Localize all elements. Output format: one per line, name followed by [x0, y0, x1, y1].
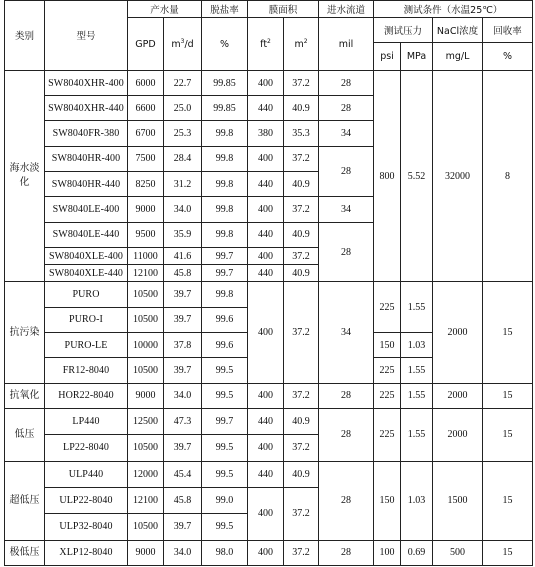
- mil-cell: 28: [319, 146, 374, 197]
- category-antioxidation: 抗氧化: [5, 383, 45, 408]
- m3d-cell: 39.7: [164, 307, 202, 332]
- unit-mil: mil: [319, 18, 374, 71]
- recovery-cell: 8: [483, 70, 533, 282]
- gpd-cell: 10500: [128, 435, 164, 461]
- table-row: [5, 383, 533, 408]
- m2-cell: 40.9: [284, 265, 319, 282]
- m3d-cell: 45.8: [164, 265, 202, 282]
- psi-cell: 800: [374, 70, 401, 282]
- model-cell: SW8040XHR-400: [45, 70, 128, 95]
- ft2-cell: 380: [248, 121, 284, 146]
- header-flow: 产水量: [128, 1, 202, 18]
- category-extreme-low-pressure: 极低压: [5, 540, 45, 565]
- header-nacl: NaCl浓度: [433, 18, 483, 42]
- rejection-cell: 99.7: [202, 265, 248, 282]
- rejection-cell: 99.8: [202, 197, 248, 222]
- mil-cell: 28: [319, 96, 374, 121]
- recovery-cell: 15: [483, 282, 533, 383]
- psi-cell: 225: [374, 358, 401, 383]
- psi-cell: 100: [374, 540, 401, 565]
- ft2-cell: 400: [248, 435, 284, 461]
- mil-cell: 34: [319, 121, 374, 146]
- header-row-1: [5, 1, 533, 18]
- header-rejection: 脱盐率: [202, 1, 248, 18]
- m2-cell: 40.9: [284, 461, 319, 487]
- unit-m3d: $m^3/d$: [164, 18, 202, 71]
- gpd-cell: 11000: [128, 248, 164, 265]
- ro-membrane-spec-table: [4, 0, 533, 566]
- nacl-cell: 2000: [433, 409, 483, 462]
- unit-rejection-pct: %: [202, 18, 248, 71]
- mil-cell: 28: [319, 461, 374, 540]
- gpd-cell: 9500: [128, 222, 164, 247]
- mil-cell: 34: [319, 282, 374, 383]
- model-cell: SW8040XLE-400: [45, 248, 128, 265]
- m3d-cell: 39.7: [164, 358, 202, 383]
- rejection-cell: 99.6: [202, 333, 248, 358]
- nacl-cell: 32000: [433, 70, 483, 282]
- psi-cell: 150: [374, 333, 401, 358]
- recovery-cell: 15: [483, 383, 533, 408]
- nacl-cell: 2000: [433, 282, 483, 383]
- m3d-cell: 25.0: [164, 96, 202, 121]
- m3d-cell: 39.7: [164, 435, 202, 461]
- header-recovery: 回收率: [483, 18, 533, 42]
- ft2-cell: 400: [248, 146, 284, 171]
- m3d-cell: 35.9: [164, 222, 202, 247]
- m3d-cell: 25.3: [164, 121, 202, 146]
- unit-gpd: GPD: [128, 18, 164, 71]
- model-cell: SW8040LE-440: [45, 222, 128, 247]
- rejection-cell: 99.6: [202, 307, 248, 332]
- model-cell: SW8040HR-440: [45, 172, 128, 197]
- model-cell: HOR22-8040: [45, 383, 128, 408]
- nacl-cell: 1500: [433, 461, 483, 540]
- m3d-cell: 34.0: [164, 540, 202, 565]
- rejection-cell: 99.5: [202, 383, 248, 408]
- gpd-cell: 9000: [128, 540, 164, 565]
- m2-cell: 40.9: [284, 222, 319, 247]
- rejection-cell: 99.8: [202, 172, 248, 197]
- unit-ft2: $ft^2$: [248, 18, 284, 71]
- table-row: [5, 282, 533, 307]
- mpa-cell: 1.55: [401, 383, 433, 408]
- recovery-cell: 15: [483, 540, 533, 565]
- model-cell: ULP440: [45, 461, 128, 487]
- psi-cell: 225: [374, 383, 401, 408]
- gpd-cell: 8250: [128, 172, 164, 197]
- gpd-cell: 12000: [128, 461, 164, 487]
- m3d-cell: 39.7: [164, 282, 202, 307]
- m3d-cell: 34.0: [164, 383, 202, 408]
- rejection-cell: 99.5: [202, 514, 248, 540]
- rejection-cell: 99.85: [202, 96, 248, 121]
- ft2-cell: 440: [248, 96, 284, 121]
- header-test-conditions: 测试条件（水温25℃）: [374, 1, 533, 18]
- m2-cell: 40.9: [284, 172, 319, 197]
- mpa-cell: 1.55: [401, 409, 433, 462]
- psi-cell: 225: [374, 409, 401, 462]
- model-cell: XLP12-8040: [45, 540, 128, 565]
- recovery-cell: 15: [483, 461, 533, 540]
- category-seawater: 海水淡化: [5, 70, 45, 282]
- unit-recovery-pct: %: [483, 42, 533, 70]
- gpd-cell: 12500: [128, 409, 164, 435]
- m3d-cell: 45.8: [164, 487, 202, 513]
- gpd-cell: 10500: [128, 358, 164, 383]
- rejection-cell: 99.7: [202, 248, 248, 265]
- gpd-cell: 10500: [128, 514, 164, 540]
- category-ultra-low-pressure: 超低压: [5, 461, 45, 540]
- model-cell: ULP22-8040: [45, 487, 128, 513]
- ft2-cell: 440: [248, 409, 284, 435]
- header-category: 类别: [5, 1, 45, 71]
- gpd-cell: 9000: [128, 383, 164, 408]
- m3d-cell: 34.0: [164, 197, 202, 222]
- psi-cell: 225: [374, 282, 401, 333]
- ft2-cell: 400: [248, 70, 284, 95]
- ft2-cell: 440: [248, 265, 284, 282]
- rejection-cell: 99.8: [202, 282, 248, 307]
- unit-mpa: MPa: [401, 42, 433, 70]
- ft2-cell: 440: [248, 461, 284, 487]
- table-row: [5, 70, 533, 95]
- model-cell: SW8040FR-380: [45, 121, 128, 146]
- m2-cell: 37.2: [284, 487, 319, 540]
- m2-cell: 37.2: [284, 146, 319, 171]
- mil-cell: 28: [319, 222, 374, 282]
- rejection-cell: 99.5: [202, 435, 248, 461]
- header-model: 型号: [45, 1, 128, 71]
- mpa-cell: 1.03: [401, 333, 433, 358]
- model-cell: PURO: [45, 282, 128, 307]
- gpd-cell: 6700: [128, 121, 164, 146]
- gpd-cell: 7500: [128, 146, 164, 171]
- mil-cell: 28: [319, 409, 374, 462]
- table-row: [5, 461, 533, 487]
- model-cell: ULP32-8040: [45, 514, 128, 540]
- rejection-cell: 99.8: [202, 146, 248, 171]
- rejection-cell: 99.5: [202, 358, 248, 383]
- rejection-cell: 99.8: [202, 121, 248, 146]
- ft2-cell: 400: [248, 197, 284, 222]
- gpd-cell: 12100: [128, 487, 164, 513]
- rejection-cell: 99.85: [202, 70, 248, 95]
- m2-cell: 37.2: [284, 435, 319, 461]
- gpd-cell: 10500: [128, 282, 164, 307]
- mil-cell: 28: [319, 383, 374, 408]
- ft2-cell: 400: [248, 383, 284, 408]
- table-row: [5, 540, 533, 565]
- header-feed-spacer: 进水流道: [319, 1, 374, 18]
- mpa-cell: 1.55: [401, 358, 433, 383]
- m3d-cell: 45.4: [164, 461, 202, 487]
- model-cell: LP22-8040: [45, 435, 128, 461]
- ft2-cell: 400: [248, 282, 284, 383]
- header-test-pressure: 测试压力: [374, 18, 433, 42]
- model-cell: SW8040HR-400: [45, 146, 128, 171]
- gpd-cell: 10000: [128, 333, 164, 358]
- rejection-cell: 99.0: [202, 487, 248, 513]
- ft2-cell: 440: [248, 172, 284, 197]
- mil-cell: 28: [319, 70, 374, 95]
- recovery-cell: 15: [483, 409, 533, 462]
- m2-cell: 37.2: [284, 282, 319, 383]
- ft2-cell: 440: [248, 222, 284, 247]
- table-row: [5, 409, 533, 435]
- model-cell: PURO-I: [45, 307, 128, 332]
- m3d-cell: 41.6: [164, 248, 202, 265]
- m3d-cell: 31.2: [164, 172, 202, 197]
- ft2-cell: 400: [248, 487, 284, 540]
- m3d-cell: 28.4: [164, 146, 202, 171]
- header-membrane-area: 膜面积: [248, 1, 319, 18]
- m2-cell: 40.9: [284, 96, 319, 121]
- m2-cell: 40.9: [284, 409, 319, 435]
- gpd-cell: 12100: [128, 265, 164, 282]
- unit-m2: $m^2$: [284, 18, 319, 71]
- rejection-cell: 98.0: [202, 540, 248, 565]
- m3d-cell: 47.3: [164, 409, 202, 435]
- gpd-cell: 6000: [128, 70, 164, 95]
- m2-cell: 37.2: [284, 540, 319, 565]
- model-cell: SW8040XHR-440: [45, 96, 128, 121]
- model-cell: SW8040XLE-440: [45, 265, 128, 282]
- m3d-cell: 37.8: [164, 333, 202, 358]
- gpd-cell: 6600: [128, 96, 164, 121]
- gpd-cell: 10500: [128, 307, 164, 332]
- model-cell: PURO-LE: [45, 333, 128, 358]
- category-low-pressure: 低压: [5, 409, 45, 462]
- gpd-cell: 9000: [128, 197, 164, 222]
- rejection-cell: 99.7: [202, 409, 248, 435]
- mpa-cell: 1.03: [401, 461, 433, 540]
- m2-cell: 37.2: [284, 70, 319, 95]
- m2-cell: 37.2: [284, 197, 319, 222]
- mil-cell: 34: [319, 197, 374, 222]
- nacl-cell: 500: [433, 540, 483, 565]
- mil-cell: 28: [319, 540, 374, 565]
- ft2-cell: 400: [248, 248, 284, 265]
- model-cell: LP440: [45, 409, 128, 435]
- mpa-cell: 1.55: [401, 282, 433, 333]
- m3d-cell: 22.7: [164, 70, 202, 95]
- rejection-cell: 99.5: [202, 461, 248, 487]
- mpa-cell: 0.69: [401, 540, 433, 565]
- m2-cell: 35.3: [284, 121, 319, 146]
- m3d-cell: 39.7: [164, 514, 202, 540]
- model-cell: FR12-8040: [45, 358, 128, 383]
- m2-cell: 37.2: [284, 248, 319, 265]
- psi-cell: 150: [374, 461, 401, 540]
- category-antifouling: 抗污染: [5, 282, 45, 383]
- rejection-cell: 99.8: [202, 222, 248, 247]
- m2-cell: 37.2: [284, 383, 319, 408]
- unit-mgl: mg/L: [433, 42, 483, 70]
- model-cell: SW8040LE-400: [45, 197, 128, 222]
- unit-psi: psi: [374, 42, 401, 70]
- ft2-cell: 400: [248, 540, 284, 565]
- nacl-cell: 2000: [433, 383, 483, 408]
- mpa-cell: 5.52: [401, 70, 433, 282]
